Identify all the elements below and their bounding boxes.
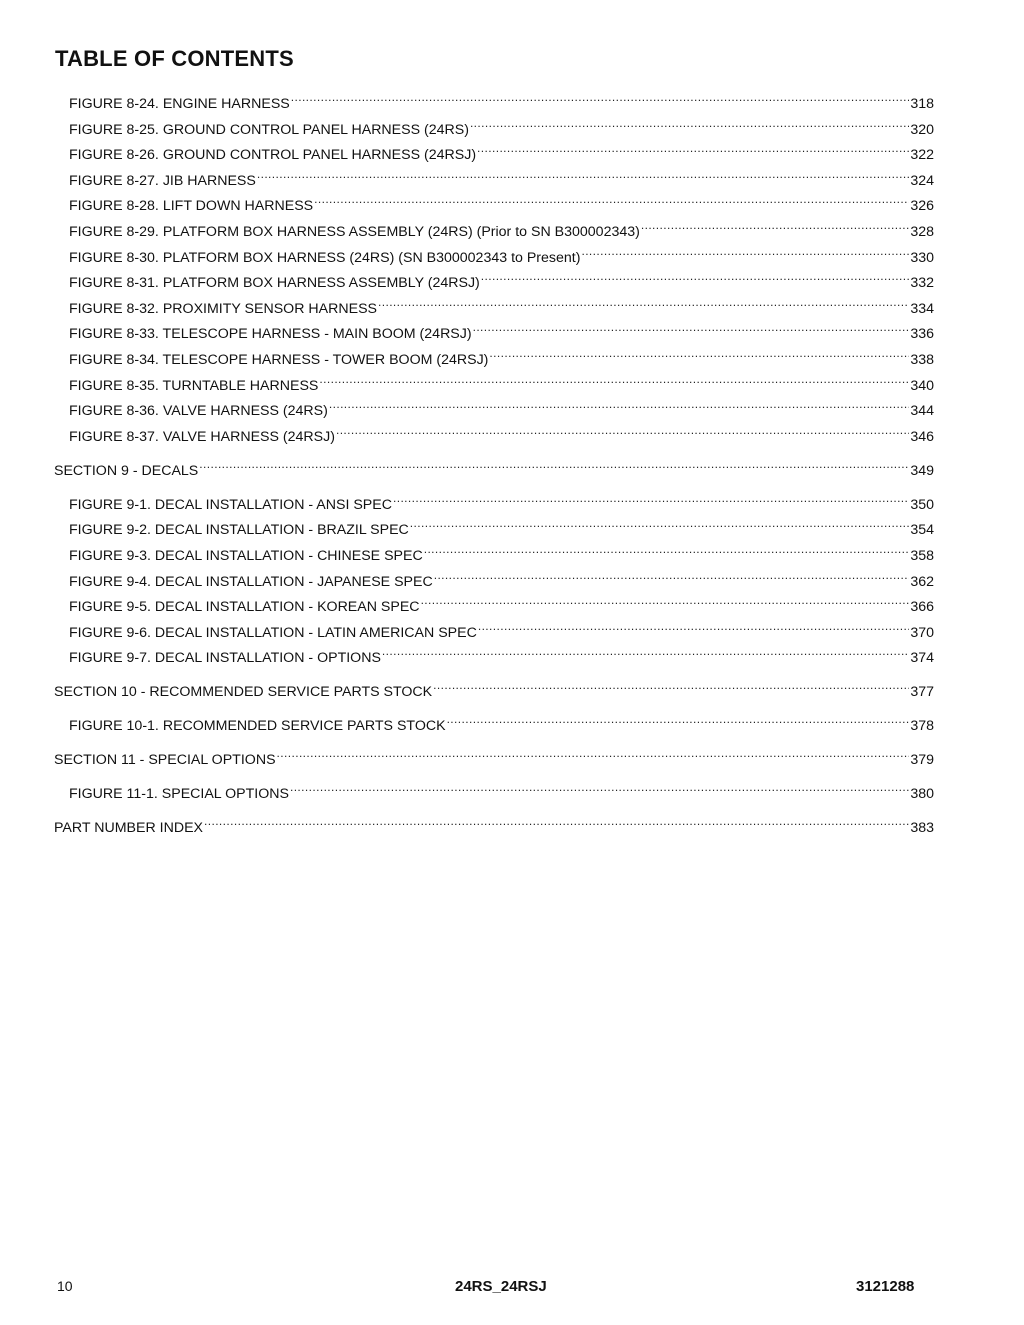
toc-entry-label: FIGURE 8-28. LIFT DOWN HARNESS — [69, 198, 314, 215]
toc-figure-entry[interactable] — [69, 397, 934, 420]
toc-figure-entry[interactable] — [69, 619, 934, 642]
toc-entry-page: 326 — [910, 198, 934, 215]
toc-figure-entry[interactable] — [69, 167, 934, 190]
toc-entry-page: 358 — [910, 548, 934, 564]
toc-entry-label: FIGURE 9-5. DECAL INSTALLATION - KOREAN SPEC — [69, 599, 420, 616]
toc-entry-page: 383 — [910, 820, 934, 837]
toc-section-entry[interactable] — [54, 746, 934, 769]
toc-entry-page: 350 — [910, 496, 934, 513]
toc-entry-label: FIGURE 8-35. TURNTABLE HARNESS — [69, 377, 319, 394]
toc-entry-label: FIGURE 8-37. VALVE HARNESS (24RSJ) — [69, 428, 335, 445]
toc-entry-label: FIGURE 9-1. DECAL INSTALLATION - ANSI SPEC — [69, 496, 392, 513]
footer-model: 24RS_24RSJ — [455, 1278, 547, 1295]
toc-entry-label: SECTION 11 - SPECIAL OPTIONS — [54, 752, 276, 769]
footer-doc-number: 3121288 — [856, 1278, 915, 1295]
toc-entry-label: FIGURE 8-36. VALVE HARNESS (24RS) — [69, 403, 328, 420]
toc-dot-leader — [477, 141, 909, 159]
toc-dot-leader — [434, 568, 910, 586]
toc-entry-label: FIGURE 8-29. PLATFORM BOX HARNESS ASSEMBLY (24RS) (Prior to SN B300002343) — [69, 224, 640, 240]
toc-figure-entry[interactable] — [69, 116, 934, 139]
toc-dot-leader — [433, 678, 909, 696]
toc-entry-label: SECTION 10 - RECOMMENDED SERVICE PARTS STOCK — [54, 684, 433, 701]
toc-entry-page: 366 — [910, 599, 934, 616]
toc-figure-entry[interactable] — [69, 218, 934, 241]
footer-page-number: 10 — [57, 1278, 73, 1294]
toc-entry-label: FIGURE 9-3. DECAL INSTALLATION - CHINESE SPEC — [69, 548, 423, 564]
toc-dot-leader — [447, 712, 910, 730]
toc-dot-leader — [378, 295, 909, 313]
toc-entry-label: FIGURE 8-31. PLATFORM BOX HARNESS ASSEMBLY (24RSJ) — [69, 275, 480, 292]
toc-entry-page: 374 — [910, 650, 934, 667]
toc-entry-page: 340 — [910, 377, 934, 394]
toc-entry-page: 349 — [910, 462, 934, 479]
toc-entry-label: FIGURE 8-30. PLATFORM BOX HARNESS (24RS) (SN B300002343 to Present) — [69, 249, 581, 266]
toc-dot-leader — [481, 269, 910, 287]
toc-entry-page: 332 — [910, 275, 934, 292]
toc-dot-leader — [382, 644, 909, 662]
toc-figure-entry[interactable] — [69, 593, 934, 616]
toc-entry-label: FIGURE 10-1. RECOMMENDED SERVICE PARTS STOCK — [69, 718, 446, 735]
toc-dot-leader — [581, 244, 909, 262]
toc-figure-entry[interactable] — [69, 141, 934, 164]
toc-entry-page: 322 — [910, 147, 934, 164]
toc-entry-label: FIGURE 8-24. ENGINE HARNESS — [69, 96, 290, 112]
toc-dot-leader — [393, 491, 909, 509]
toc-dot-leader — [410, 516, 910, 534]
toc-section-entry[interactable] — [54, 457, 934, 480]
toc-figure-entry[interactable] — [69, 542, 934, 565]
toc-section-entry[interactable] — [54, 678, 934, 701]
toc-entry-page: 328 — [910, 224, 934, 240]
toc-entry-label: FIGURE 8-33. TELESCOPE HARNESS - MAIN BOOM (24RSJ) — [69, 326, 472, 343]
toc-entry-page: 318 — [910, 96, 934, 112]
toc-figure-entry[interactable] — [69, 780, 934, 803]
toc-entry-label: FIGURE 8-34. TELESCOPE HARNESS - TOWER BOOM (24RSJ) — [69, 352, 489, 368]
toc-entry-label: FIGURE 8-32. PROXIMITY SENSOR HARNESS — [69, 300, 377, 317]
toc-entry-page: 334 — [910, 300, 934, 317]
toc-dot-leader — [290, 780, 909, 798]
toc-entry-page: 354 — [910, 522, 934, 539]
toc-dot-leader — [473, 320, 910, 338]
toc-dot-leader — [314, 192, 909, 210]
toc-entry-page: 320 — [910, 121, 934, 138]
toc-entry-label: FIGURE 8-26. GROUND CONTROL PANEL HARNESS (24RSJ) — [69, 147, 477, 164]
toc-entry-page: 380 — [910, 786, 934, 803]
toc-dot-leader — [204, 814, 909, 832]
toc-entry-page: 377 — [910, 684, 934, 701]
toc-dot-leader — [329, 397, 909, 415]
toc-dot-leader — [277, 746, 910, 764]
toc-figure-entry[interactable] — [69, 320, 934, 343]
toc-figure-entry[interactable] — [69, 568, 934, 591]
toc-entry-page: 346 — [910, 428, 934, 445]
toc-dot-leader — [470, 116, 909, 134]
toc-dot-leader — [257, 167, 909, 185]
toc-entry-page: 324 — [910, 172, 934, 189]
toc-entry-page: 336 — [910, 326, 934, 343]
toc-dot-leader — [641, 218, 909, 236]
toc-entry-label: FIGURE 9-2. DECAL INSTALLATION - BRAZIL SPEC — [69, 522, 409, 539]
toc-entry-page: 344 — [910, 403, 934, 420]
toc-entry-label: FIGURE 9-7. DECAL INSTALLATION - OPTIONS — [69, 650, 381, 667]
toc-figure-entry[interactable] — [69, 516, 934, 539]
toc-section-entry[interactable] — [54, 814, 934, 837]
page-title: TABLE OF CONTENTS — [55, 46, 294, 71]
toc-figure-entry[interactable] — [69, 644, 934, 667]
toc-entry-page: 330 — [910, 249, 934, 266]
toc-figure-entry[interactable] — [69, 423, 934, 446]
toc-entry-label: SECTION 9 - DECALS — [54, 462, 199, 479]
toc-figure-entry[interactable] — [69, 269, 934, 292]
toc-entry-label: FIGURE 9-4. DECAL INSTALLATION - JAPANESE SPEC — [69, 573, 433, 590]
toc-figure-entry[interactable] — [69, 491, 934, 514]
toc-figure-entry[interactable] — [69, 244, 934, 267]
toc-entry-page: 362 — [910, 573, 934, 590]
toc-entry-page: 379 — [910, 752, 934, 769]
toc-entry-label: FIGURE 11-1. SPECIAL OPTIONS — [69, 786, 289, 803]
toc-dot-leader — [421, 593, 910, 611]
toc-entry-page: 378 — [910, 718, 934, 735]
toc-figure-entry[interactable] — [69, 295, 934, 318]
toc-entry-page: 370 — [910, 624, 934, 641]
toc-entry-label: FIGURE 9-6. DECAL INSTALLATION - LATIN AMERICAN SPEC — [69, 624, 477, 641]
toc-figure-entry[interactable] — [69, 192, 934, 215]
toc-entry-label: FIGURE 8-25. GROUND CONTROL PANEL HARNESS (24RS) — [69, 121, 469, 138]
toc-dot-leader — [478, 619, 909, 637]
toc-entry-page: 338 — [910, 352, 934, 368]
toc-figure-entry[interactable] — [69, 90, 934, 113]
toc-figure-entry[interactable] — [69, 712, 934, 735]
toc-figure-entry[interactable] — [69, 346, 934, 369]
toc-dot-leader — [336, 423, 909, 441]
toc-dot-leader — [291, 90, 910, 108]
toc-entry-label: PART NUMBER INDEX — [54, 820, 203, 837]
toc-entry-label: FIGURE 8-27. JIB HARNESS — [69, 172, 256, 189]
toc-dot-leader — [199, 457, 909, 475]
toc-dot-leader — [489, 346, 909, 364]
toc-dot-leader — [424, 542, 910, 560]
toc-figure-entry[interactable] — [69, 372, 934, 395]
toc-dot-leader — [319, 372, 909, 390]
